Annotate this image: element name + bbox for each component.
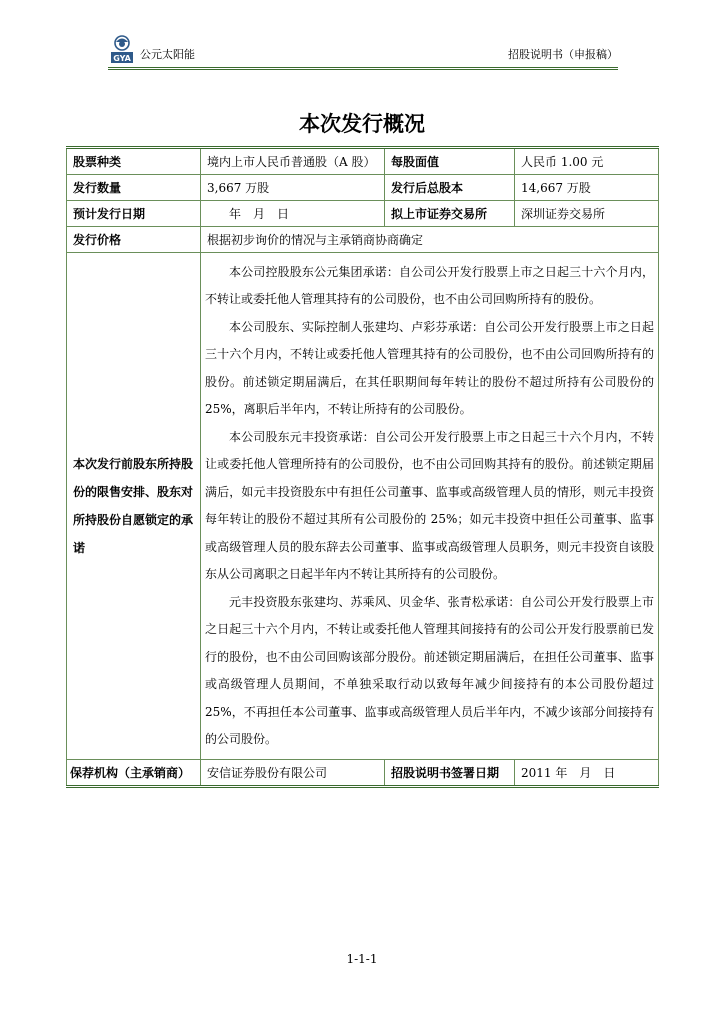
sign-date-label: 招股说明书签署日期 [385,760,515,787]
table-row [67,253,659,760]
sponsor-value: 安信证券股份有限公司 [201,760,385,787]
sign-date-value: 2011 年 月 日 [515,760,659,787]
lockup-paragraph: 本公司控股股东公元集团承诺：自公司公开发行股票上市之日起三十六个月内，不转让或委托他人管理其持有的公司股份，也不由公司回购所持有的股份。 [205,264,654,306]
issue-date-label: 预计发行日期 [67,201,201,227]
total-shares-value: 14,667 万股 [515,175,659,201]
par-value-label: 每股面值 [385,148,515,175]
table-row [67,201,659,227]
issue-quantity-value: 3,667 万股 [201,175,385,201]
stock-type-label: 股票种类 [67,148,201,175]
document-type: 招股说明书（申报稿） [508,48,618,61]
lockup-paragraph: 本公司股东、实际控制人张建均、卢彩芬承诺：自公司公开发行股票上市之日起三十六个月内，不转让或委托他人管理其持有的公司股份，也不由公司回购所持有的股份。前述锁定期届满后，在其任职期间每年转让的股份不超过所持有公司股份的 25%，离职后半年内，不转让所持有的公司股份。 [205,319,654,416]
page-number: 1-1-1 [346,952,378,966]
stock-type-value: 境内上市人民币普通股（A 股） [201,148,385,175]
par-value-value: 人民币 1.00 元 [515,148,659,175]
table-row [67,148,659,175]
lockup-value [201,253,659,760]
lockup-paragraph: 元丰投资股东张建均、苏乘风、贝金华、张青松承诺：自公司公开发行股票上市之日起三十六个月内，不转让或委托他人管理其间接持有的公司公开发行股票前已发行的股份，也不由公司回购该部分股份。前述锁定期届满后，在担任公司董事、监事或高级管理人员期间，不单独采取行动以致每年减少间接持有的本公司股份超过 25%，不再担任本公司董事、监事或高级管理人员后半年内，不减少该部分间接持有的公司股份。 [205,594,654,746]
page-header [108,32,618,66]
svg-text:GYA: GYA [113,54,131,63]
offering-summary-table [66,146,659,788]
table-row [67,175,659,201]
total-shares-label: 发行后总股本 [385,175,515,201]
header-rule [108,67,618,68]
table-row [67,227,659,253]
header-rule-thin [108,69,618,70]
lockup-label: 本次发行前股东所持股份的限售安排、股东对所持股份自愿锁定的承诺 [67,253,201,760]
issue-date-value: 年 月 日 [201,201,385,227]
price-value: 根据初步询价的情况与主承销商协商确定 [201,227,659,253]
exchange-label: 拟上市证券交易所 [385,201,515,227]
company-name: 公元太阳能 [140,48,195,61]
issue-quantity-label: 发行数量 [67,175,201,201]
page-title: 本次发行概况 [299,112,425,136]
lockup-paragraph: 本公司股东元丰投资承诺：自公司公开发行股票上市之日起三十六个月内，不转让或委托他人管理所持有的公司股份，也不由公司回购其持有的股份。前述锁定期届满后，如元丰投资股东中有担任公司董事、监事或高级管理人员的情形，则元丰投资每年转让的股份不超过其所有公司股份的 25%；如元丰投资中担任公司董事、监事或高级管理人员的股东辞去公司董事、监事或高级管理人员职务，则元丰投资自该股东从公司离职之日起半年内不转让其所持有的公司股份。 [205,429,654,581]
exchange-value: 深圳证券交易所 [515,201,659,227]
sponsor-label: 保荐机构（主承销商） [67,760,201,787]
price-label: 发行价格 [67,227,201,253]
table-row [67,760,659,787]
company-logo [108,32,136,66]
